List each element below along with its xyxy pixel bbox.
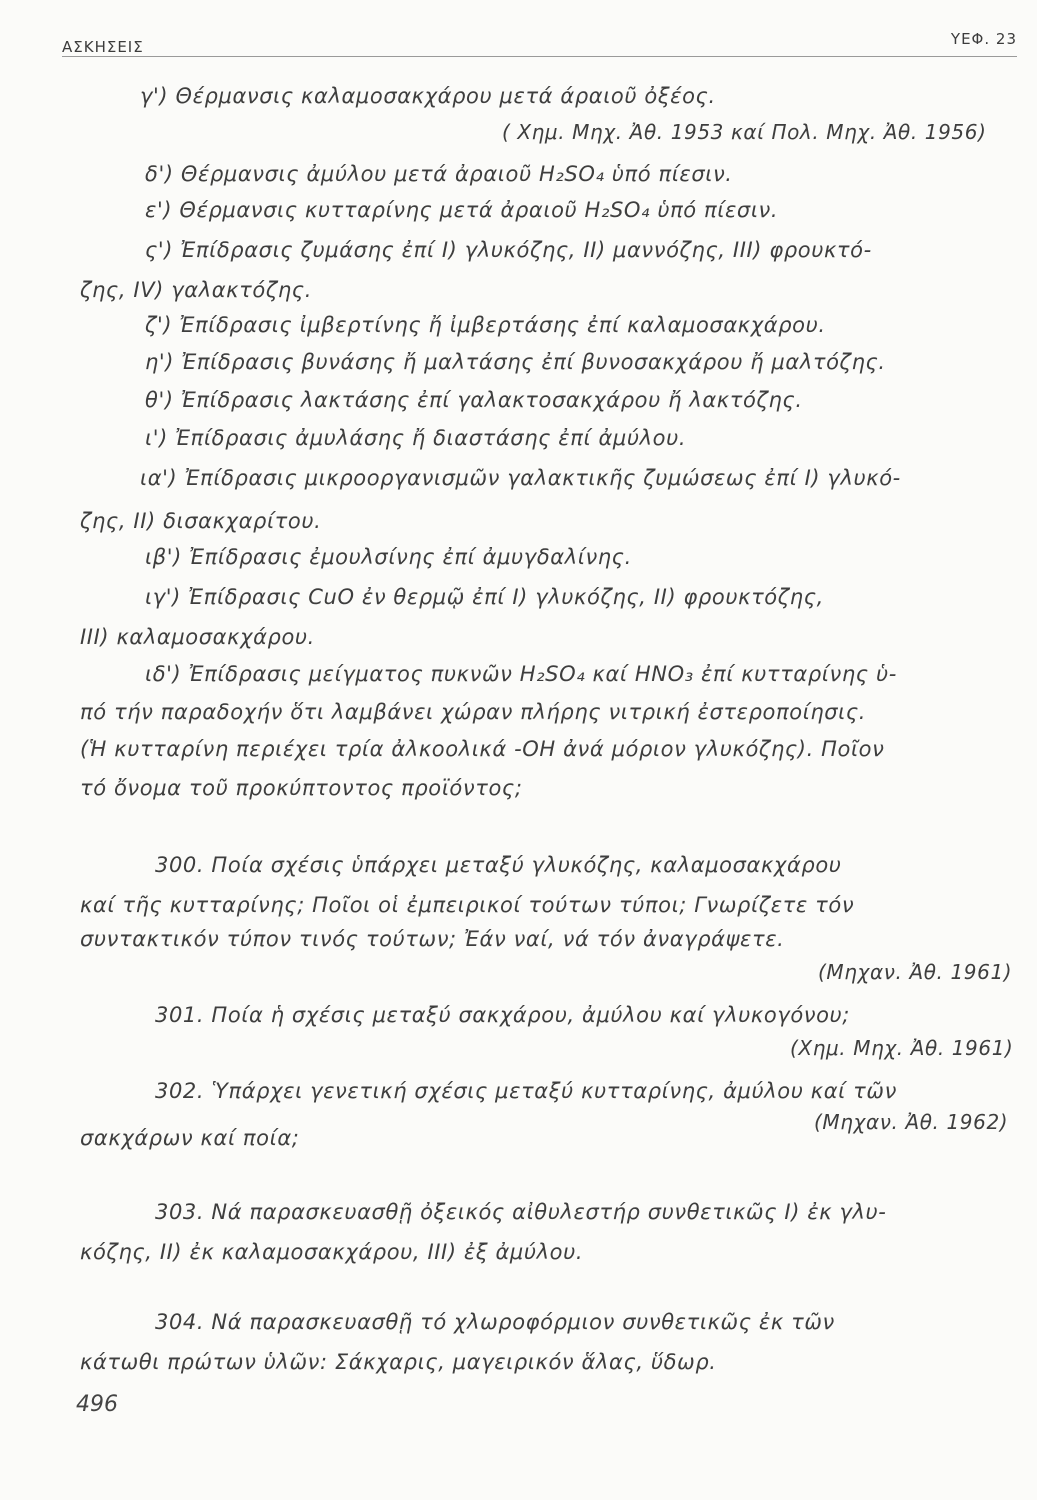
text-line: ζης, ΙV) γαλακτόζης. <box>80 278 312 302</box>
exercise-303: 303. Νά παρασκευασθῇ ὀξεικός αἰθυλεστήρ συνθετικῶς Ι) ἐκ γλυ- <box>155 1200 887 1224</box>
text-line: ιδ') Ἐπίδρασις μείγματος πυκνῶν H₂SO₄ καί HNO₃ ἐπί κυτταρίνης ὑ- <box>145 662 897 686</box>
exercise-304: 304. Νά παρασκευασθῇ τό χλωροφόρμιον συνθετικῶς ἐκ τῶν <box>155 1310 835 1334</box>
text-line: συντακτικόν τύπον τινός τούτων; Ἐάν ναί, νά τόν ἀναγράψετε. <box>80 927 785 951</box>
citation: ( Χημ. Μηχ. Ἀθ. 1953 καί Πολ. Μηχ. Ἀθ. 1956) <box>502 120 987 144</box>
text-line: σακχάρων καί ποία; <box>80 1126 300 1150</box>
exercise-300: 300. Ποία σχέσις ὑπάρχει μεταξύ γλυκόζης, καλαμοσακχάρου <box>155 853 842 877</box>
text-line: ΙΙΙ) καλαμοσακχάρου. <box>80 625 315 649</box>
exercise-301: 301. Ποία ἡ σχέσις μεταξύ σακχάρου, ἀμύλου καί γλυκογόνου; <box>155 1003 850 1027</box>
text-line: (Ἡ κυτταρίνη περιέχει τρία ἀλκοολικά -OH ἀνά μόριον γλυκόζης). Ποῖον <box>80 737 885 761</box>
text-line: ιγ') Ἐπίδρασις CuO ἐν θερμῷ ἐπί Ι) γλυκόζης, ΙΙ) φρουκτόζης, <box>145 585 824 609</box>
text-line: θ') Ἐπίδρασις λακτάσης ἐπί γαλακτοσακχάρου ἤ λακτόζης. <box>145 388 803 412</box>
running-header-title: ΑΣΚΗΣΕΙΣ <box>62 38 144 56</box>
text-line: ιβ') Ἐπίδρασις ἐμουλσίνης ἐπί ἀμυγδαλίνης. <box>145 545 632 569</box>
text-line: γ') Θέρμανσις καλαμοσακχάρου μετά άραιοῦ ὀξέος. <box>140 84 716 108</box>
text-line: ζης, ΙΙ) δισακχαρίτου. <box>80 509 322 533</box>
text-line: ζ') Ἐπίδρασις ἰμβερτίνης ἤ ἰμβερτάσης ἐπί καλαμοσακχάρου. <box>145 313 826 337</box>
citation: (Χημ. Μηχ. Ἀθ. 1961) <box>790 1036 1014 1060</box>
text-line: δ') Θέρμανσις ἀμύλου μετά ἀραιοῦ H₂SO₄ ὑπό πίεσιν. <box>145 162 733 186</box>
text-line: ε') Θέρμανσις κυτταρίνης μετά ἀραιοῦ H₂SO₄ ὑπό πίεσιν. <box>145 198 779 222</box>
text-line: τό ὄνομα τοῦ προκύπτοντος προϊόντος; <box>80 776 523 800</box>
citation: (Μηχαν. Ἀθ. 1961) <box>818 960 1013 984</box>
citation: (Μηχαν. Ἀθ. 1962) <box>814 1110 1009 1134</box>
text-line: καί τῆς κυτταρίνης; Ποῖοι οἱ ἐμπειρικοί τούτων τύποι; Γνωρίζετε τόν <box>80 893 855 917</box>
exercise-302: 302. Ὑπάρχει γενετική σχέσις μεταξύ κυτταρίνης, ἀμύλου καί τῶν <box>155 1079 897 1103</box>
page-number: 496 <box>76 1392 118 1417</box>
text-line: ια') Ἐπίδρασις μικροοργανισμῶν γαλακτικῆς ζυμώσεως ἐπί Ι) γλυκό- <box>140 466 901 490</box>
text-line: η') Ἐπίδρασις βυνάσης ἤ μαλτάσης ἐπί βυνοσακχάρου ἤ μαλτόζης. <box>145 350 886 374</box>
text-line: κόζης, ΙΙ) ἐκ καλαμοσακχάρου, ΙΙΙ) ἐξ ἀμύλου. <box>80 1240 584 1264</box>
text-line: ι') Ἐπίδρασις ἀμυλάσης ἤ διαστάσης ἐπί ἀμύλου. <box>145 426 687 450</box>
text-line: πό τήν παραδοχήν ὅτι λαμβάνει χώραν πλήρης νιτρική ἐστεροποίησις. <box>80 700 867 724</box>
header-rule <box>62 56 1017 57</box>
text-line: κάτωθι πρώτων ὑλῶν: Σάκχαρις, μαγειρικόν ἅλας, ὕδωρ. <box>80 1350 717 1374</box>
text-line: ς') Ἐπίδρασις ζυμάσης ἐπί Ι) γλυκόζης, ΙΙ) μαννόζης, ΙΙΙ) φρουκτό- <box>145 238 872 262</box>
running-header-chapter: ΥΕΦ. 23 <box>950 30 1017 48</box>
